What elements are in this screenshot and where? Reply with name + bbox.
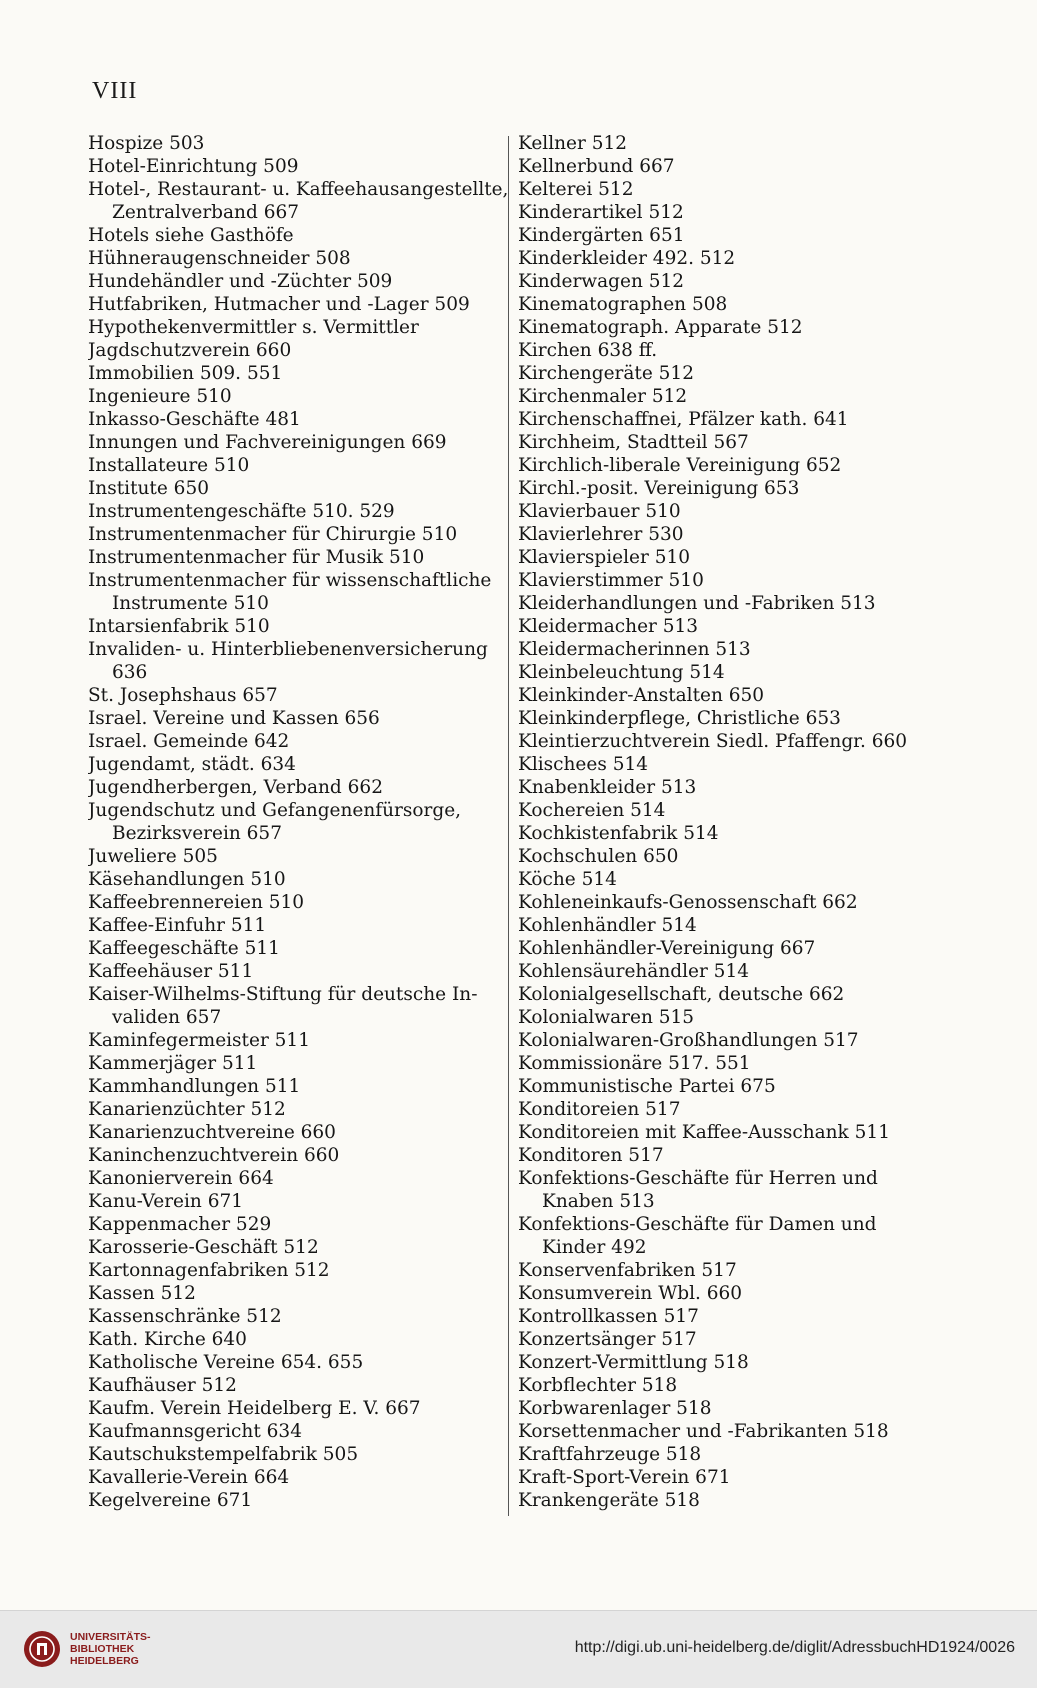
index-entry: Kellner 512 — [518, 133, 628, 154]
index-entry: Kappenmacher 529 — [88, 1214, 272, 1235]
index-entry: Klavierstimmer 510 — [518, 570, 704, 591]
index-entry: Klavierlehrer 530 — [518, 524, 684, 545]
index-entry: Installateure 510 — [88, 455, 250, 476]
index-entry: Kirchheim, Stadtteil 567 — [518, 432, 749, 453]
index-entry-continuation: Bezirksverein 657 — [112, 823, 282, 844]
index-entry: Konzertsänger 517 — [518, 1329, 697, 1350]
index-entry: Israel. Vereine und Kassen 656 — [88, 708, 380, 729]
index-entry: Klischees 514 — [518, 754, 649, 775]
index-entry: Hotels siehe Gasthöfe — [88, 225, 294, 246]
index-entry: Katholische Vereine 654. 655 — [88, 1352, 364, 1373]
index-entry: Kommissionäre 517. 551 — [518, 1053, 751, 1074]
index-entry: Konditoreien mit Kaffee-Ausschank 511 — [518, 1122, 890, 1143]
index-entry: Klavierspieler 510 — [518, 547, 691, 568]
index-entry: Kirchlich-liberale Vereinigung 652 — [518, 455, 842, 476]
index-entry: Käsehandlungen 510 — [88, 869, 286, 890]
index-entry: Kohlenhändler 514 — [518, 915, 697, 936]
index-entry: Kontrollkassen 517 — [518, 1306, 699, 1327]
library-seal-icon — [22, 1629, 62, 1669]
index-entry: Kinderkleider 492. 512 — [518, 248, 736, 269]
index-entry: Kirchl.-posit. Vereinigung 653 — [518, 478, 800, 499]
index-entry: Kaiser-Wilhelms-Stiftung für deutsche In- — [88, 984, 478, 1005]
index-entry: Kaffeebrennereien 510 — [88, 892, 305, 913]
right-index-column — [518, 132, 918, 1512]
index-entry: Kavallerie-Verein 664 — [88, 1467, 290, 1488]
index-entry: Konzert-Vermittlung 518 — [518, 1352, 749, 1373]
index-entry: Kraft-Sport-Verein 671 — [518, 1467, 731, 1488]
index-entry: Kolonialgesellschaft, deutsche 662 — [518, 984, 845, 1005]
left-index-column — [88, 132, 508, 1512]
index-entry: Ingenieure 510 — [88, 386, 232, 407]
index-entry: Korsettenmacher und -Fabrikanten 518 — [518, 1421, 889, 1442]
index-entry: Knabenkleider 513 — [518, 777, 697, 798]
index-entry: Kaninchenzuchtverein 660 — [88, 1145, 340, 1166]
index-entry: Kanonierverein 664 — [88, 1168, 274, 1189]
index-entry: Kirchengeräte 512 — [518, 363, 694, 384]
index-entry: Krankengeräte 518 — [518, 1490, 700, 1511]
index-entry: Kinderwagen 512 — [518, 271, 685, 292]
index-entry: Kinderartikel 512 — [518, 202, 684, 223]
index-entry: Hutfabriken, Hutmacher und -Lager 509 — [88, 294, 470, 315]
index-entry: Kammhandlungen 511 — [88, 1076, 301, 1097]
index-entry: Kaufmannsgericht 634 — [88, 1421, 302, 1442]
index-entry: Kanarienzüchter 512 — [88, 1099, 286, 1120]
index-entry: Kinematograph. Apparate 512 — [518, 317, 803, 338]
index-entry: Kolonialwaren 515 — [518, 1007, 695, 1028]
index-entry: Konditoren 517 — [518, 1145, 664, 1166]
index-entry: Kirchenmaler 512 — [518, 386, 688, 407]
index-entry: Hospize 503 — [88, 133, 205, 154]
index-entry: Kohlensäurehändler 514 — [518, 961, 749, 982]
library-name-line: UNIVERSITÄTS- — [70, 1631, 151, 1643]
index-entry: Hotel-, Restaurant- u. Kaffeehausangestellte, — [88, 179, 509, 200]
index-entry: Jugendherbergen, Verband 662 — [88, 777, 383, 798]
index-entry: Instrumentenmacher für Musik 510 — [88, 547, 425, 568]
index-entry: Inkasso-Geschäfte 481 — [88, 409, 301, 430]
index-entry: Kochkistenfabrik 514 — [518, 823, 719, 844]
index-entry-continuation: Kinder 492 — [542, 1237, 647, 1258]
index-entry: Jugendamt, städt. 634 — [88, 754, 296, 775]
index-entry: Kanu-Verein 671 — [88, 1191, 244, 1212]
index-entry: Kath. Kirche 640 — [88, 1329, 247, 1350]
index-entry: Immobilien 509. 551 — [88, 363, 283, 384]
index-entry: Instrumentenmacher für wissenschaftliche — [88, 570, 492, 591]
index-entry: Intarsienfabrik 510 — [88, 616, 270, 637]
index-entry: Israel. Gemeinde 642 — [88, 731, 290, 752]
permalink-url[interactable]: http://digi.ub.uni-heidelberg.de/diglit/AdressbuchHD1924/0026 — [574, 1639, 1015, 1656]
index-entry: Konditoreien 517 — [518, 1099, 681, 1120]
index-entry: Konsumverein Wbl. 660 — [518, 1283, 743, 1304]
index-entry: Kelterei 512 — [518, 179, 634, 200]
index-entry: Invaliden- u. Hinterbliebenenversicherung — [88, 639, 488, 660]
index-entry: Hühneraugenschneider 508 — [88, 248, 351, 269]
index-entry: Hotel-Einrichtung 509 — [88, 156, 299, 177]
index-entry: Kautschukstempelfabrik 505 — [88, 1444, 359, 1465]
index-entry: Köche 514 — [518, 869, 617, 890]
index-entry-continuation: Instrumente 510 — [112, 593, 269, 614]
index-entry: Innungen und Fachvereinigungen 669 — [88, 432, 447, 453]
index-entry: Kaufhäuser 512 — [88, 1375, 237, 1396]
index-entry: Kirchenschaffnei, Pfälzer kath. 641 — [518, 409, 849, 430]
footer-bar — [0, 1610, 1037, 1688]
index-entry: Hypothekenvermittler s. Vermittler — [88, 317, 419, 338]
index-entry: Konservenfabriken 517 — [518, 1260, 737, 1281]
index-entry: Kleiderhandlungen und -Fabriken 513 — [518, 593, 876, 614]
index-entry: Kohlenhändler-Vereinigung 667 — [518, 938, 816, 959]
index-entry-continuation: Knaben 513 — [542, 1191, 655, 1212]
index-entry: Kaffee-Einfuhr 511 — [88, 915, 267, 936]
index-entry: Kammerjäger 511 — [88, 1053, 258, 1074]
index-entry: Kindergärten 651 — [518, 225, 685, 246]
index-entry: Kirchen 638 ff. — [518, 340, 658, 361]
index-entry: Institute 650 — [88, 478, 209, 499]
index-entry: Kassenschränke 512 — [88, 1306, 282, 1327]
index-entry: Kassen 512 — [88, 1283, 196, 1304]
index-entry: Kolonialwaren-Großhandlungen 517 — [518, 1030, 859, 1051]
index-entry: Kleidermacher 513 — [518, 616, 699, 637]
index-entry: Konfektions-Geschäfte für Herren und — [518, 1168, 878, 1189]
index-entry: Kohleneinkaufs-Genossenschaft 662 — [518, 892, 858, 913]
index-entry: Kleinbeleuchtung 514 — [518, 662, 725, 683]
index-entry: Kartonnagenfabriken 512 — [88, 1260, 330, 1281]
index-entry: Kellnerbund 667 — [518, 156, 675, 177]
index-entry: Kaffeegeschäfte 511 — [88, 938, 280, 959]
index-entry: St. Josephshaus 657 — [88, 685, 278, 706]
index-entry: Instrumentengeschäfte 510. 529 — [88, 501, 395, 522]
index-entry: Jugendschutz und Gefangenenfürsorge, — [88, 800, 462, 821]
index-entry: Kanarienzuchtvereine 660 — [88, 1122, 336, 1143]
index-entry: Kegelvereine 671 — [88, 1490, 253, 1511]
index-entry: Kommunistische Partei 675 — [518, 1076, 776, 1097]
index-entry: Klavierbauer 510 — [518, 501, 681, 522]
index-entry: Korbwarenlager 518 — [518, 1398, 712, 1419]
library-logo[interactable] — [22, 1629, 151, 1669]
index-entry: Hundehändler und -Züchter 509 — [88, 271, 393, 292]
library-name — [70, 1631, 151, 1667]
library-name-line: BIBLIOTHEK — [70, 1643, 135, 1655]
index-entry: Kleinkinder-Anstalten 650 — [518, 685, 765, 706]
index-entry: Kaffeehäuser 511 — [88, 961, 254, 982]
index-entry: Kochereien 514 — [518, 800, 666, 821]
library-name-line: HEIDELBERG — [70, 1655, 139, 1667]
index-entry: Kochschulen 650 — [518, 846, 679, 867]
index-entry: Korbflechter 518 — [518, 1375, 678, 1396]
index-entry: Kraftfahrzeuge 518 — [518, 1444, 702, 1465]
index-entry: Instrumentenmacher für Chirurgie 510 — [88, 524, 458, 545]
index-entry: Kinematographen 508 — [518, 294, 728, 315]
index-entry: Kleinkinderpflege, Christliche 653 — [518, 708, 841, 729]
index-entry-continuation: validen 657 — [112, 1007, 222, 1028]
index-entry-continuation: Zentralverband 667 — [112, 202, 300, 223]
page-number: VIII — [92, 78, 138, 104]
index-entry: Kleidermacherinnen 513 — [518, 639, 751, 660]
index-entry: Kaufm. Verein Heidelberg E. V. 667 — [88, 1398, 421, 1419]
index-entry: Jagdschutzverein 660 — [88, 340, 292, 361]
index-entry-continuation: 636 — [112, 662, 148, 683]
index-entry: Karosserie-Geschäft 512 — [88, 1237, 319, 1258]
index-entry: Juweliere 505 — [88, 846, 218, 867]
index-entry: Kaminfegermeister 511 — [88, 1030, 310, 1051]
index-entry: Konfektions-Geschäfte für Damen und — [518, 1214, 877, 1235]
index-entry: Kleintierzuchtverein Siedl. Pfaffengr. 660 — [518, 731, 908, 752]
column-divider — [508, 136, 509, 1516]
